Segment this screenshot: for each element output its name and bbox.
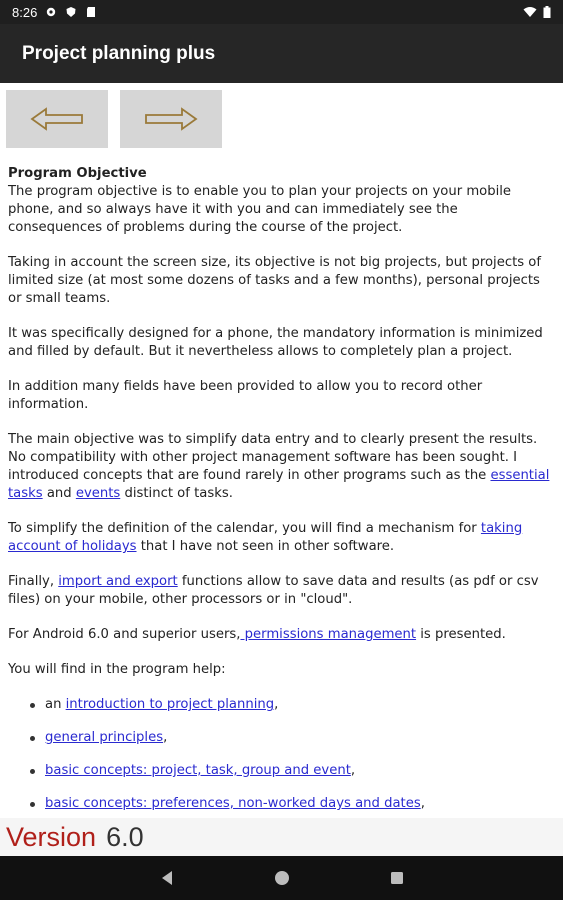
link-holidays[interactable]: taking account of holidays [8, 521, 523, 554]
link-events[interactable]: events [75, 486, 121, 501]
paragraph: In addition many fields have been provided to allow you to record other information. [8, 379, 483, 412]
help-navigation [0, 83, 563, 155]
link-import-export[interactable]: import and export [58, 574, 178, 589]
list-item: an introduction to project planning, [30, 696, 555, 714]
link-introduction[interactable]: introduction to project planning [65, 697, 275, 712]
gear-icon [45, 6, 57, 18]
link-permissions[interactable]: permissions management [240, 627, 417, 642]
paragraph: Finally, import and export functions allow to save data and results (as pdf or csv files) on your mobile, other processors or in "cloud". [8, 574, 539, 607]
list-item: basic concepts: project, task, group and event, [30, 762, 555, 780]
paragraph: Taking in account the screen size, its objective is not big projects, but projects of limited size (at most some dozens of tasks and a few months), personal projects or small teams. [8, 255, 542, 306]
sd-card-icon [85, 6, 97, 18]
link-general-principles[interactable]: general principles [45, 730, 164, 745]
app-title: Project planning plus [22, 42, 216, 64]
status-time: 8:26 [12, 4, 38, 20]
app-bar [0, 24, 563, 83]
link-essential-tasks[interactable]: essential tasks [8, 468, 550, 501]
list-item: basic concepts: preferences, non-worked days and dates, [30, 795, 555, 813]
link-basic-concepts-preferences[interactable]: basic concepts: preferences, non-worked days and dates [45, 796, 421, 811]
help-content [0, 163, 563, 815]
battery-icon [543, 6, 551, 18]
wifi-icon [523, 6, 537, 18]
right-arrow-icon [144, 106, 198, 132]
paragraph: The main objective was to simplify data entry and to clearly present the results. No compatibility with other project management software has been sought. I introduced concepts that are found rarely in other programs such as the essential tasks and events distinct of tasks. [8, 432, 550, 501]
paragraph: For Android 6.0 and superior users, permissions management is presented. [8, 627, 506, 642]
circle-home-icon[interactable] [274, 870, 290, 886]
section-heading: Program Objective [8, 166, 147, 181]
list-item: general principles, [30, 729, 555, 747]
system-nav-bar [0, 856, 563, 900]
paragraph: It was specifically designed for a phone, the mandatory information is minimized and filled by default. But it nevertheless allows to completely plan a project. [8, 326, 543, 359]
triangle-back-icon[interactable] [160, 870, 174, 886]
help-topics-list [8, 696, 555, 813]
paragraph: You will find in the program help: [8, 662, 226, 677]
version-bar [0, 818, 563, 856]
back-button[interactable] [6, 90, 108, 148]
paragraph: To simplify the definition of the calendar, you will find a mechanism for taking account of holidays that I have not seen in other software. [8, 521, 523, 554]
link-basic-concepts-project[interactable]: basic concepts: project, task, group and event [45, 763, 351, 778]
forward-button[interactable] [120, 90, 222, 148]
shield-icon [65, 6, 77, 18]
left-arrow-icon [30, 106, 84, 132]
version-number: 6.0 [106, 821, 144, 852]
paragraph: The program objective is to enable you to plan your projects on your mobile phone, and so always have it with you and can immediately see the consequences of problems during the course of the project. [8, 184, 512, 235]
status-bar [0, 0, 563, 24]
version-label: Version [6, 821, 97, 852]
square-recents-icon[interactable] [390, 871, 404, 885]
